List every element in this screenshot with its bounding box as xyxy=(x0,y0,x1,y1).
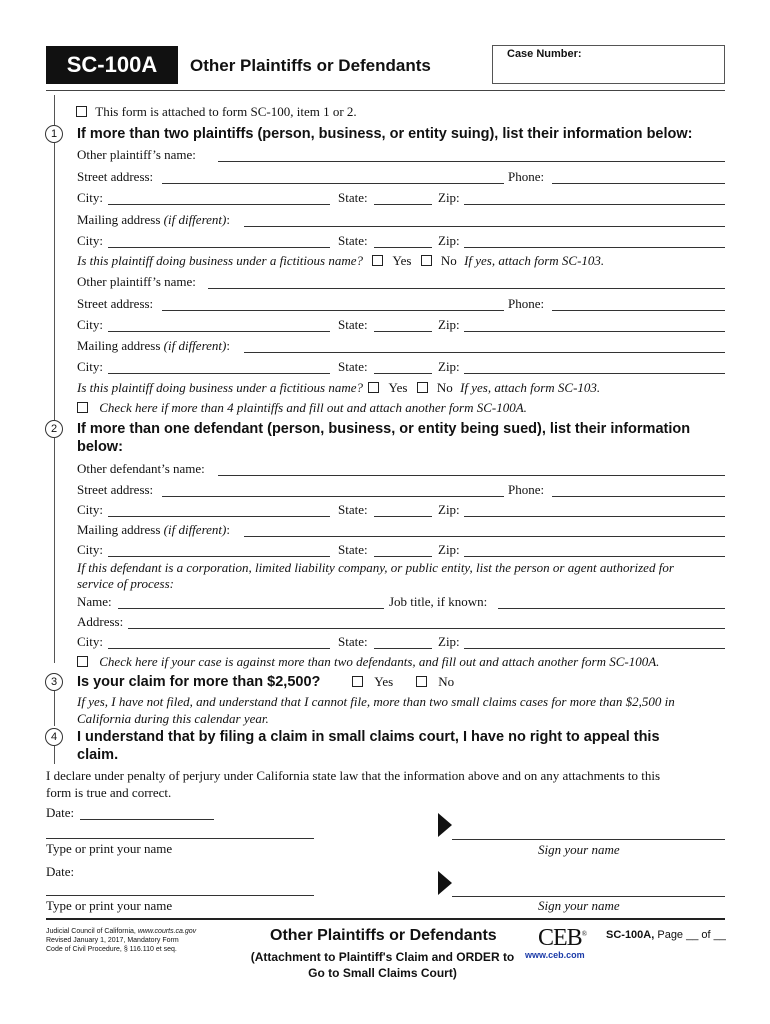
plaintiff1-state-field[interactable] xyxy=(374,204,432,205)
claim-yes-label: Yes xyxy=(374,674,394,689)
plaintiff2-state-field[interactable] xyxy=(374,331,432,332)
yes-label: Yes xyxy=(392,253,412,268)
colon-text: : xyxy=(226,212,230,227)
section3-rule xyxy=(54,691,55,726)
ceb-logo-text: CEB xyxy=(538,925,582,951)
more-plaintiffs-row xyxy=(77,400,527,415)
ceb-url: www.ceb.com xyxy=(525,950,585,960)
plaintiff2-mailing-label xyxy=(77,338,230,353)
defendant-mstate-label: State: xyxy=(338,542,368,557)
section2-heading-line1: If more than one defendant (person, business, or entity being sued), list their information xyxy=(77,421,691,437)
defendant-phone-field[interactable] xyxy=(552,496,725,497)
attached-checkbox[interactable] xyxy=(76,106,87,117)
agent-name-label: Name: xyxy=(77,594,112,609)
plaintiff1-mcity-field[interactable] xyxy=(108,247,330,248)
plaintiff2-mcity-label: City: xyxy=(77,359,104,374)
header-divider xyxy=(46,90,725,91)
plaintiff1-street-label: Street address: xyxy=(77,169,154,184)
if-different-text: (if different) xyxy=(163,212,227,227)
plaintiff1-zip-field[interactable] xyxy=(464,204,725,205)
defendant-zip-label: Zip: xyxy=(438,502,460,517)
fictitious-note: If yes, attach form SC-103. xyxy=(464,253,605,268)
plaintiff2-fictitious-no-checkbox[interactable] xyxy=(417,382,428,393)
plaintiff1-fictitious-yes-checkbox[interactable] xyxy=(372,255,383,266)
agent-job-title-field[interactable] xyxy=(498,608,725,609)
claim-no-label: No xyxy=(438,674,455,689)
plaintiff1-fictitious-no-checkbox[interactable] xyxy=(421,255,432,266)
defendant-phone-label: Phone: xyxy=(508,482,545,497)
fictitious-question: Is this plaintiff doing business under a fictitious name? xyxy=(77,380,363,395)
plaintiff1-mzip-field[interactable] xyxy=(464,247,725,248)
registered-mark: ® xyxy=(581,930,587,938)
agent-city-field[interactable] xyxy=(108,648,330,649)
claim-yes-checkbox[interactable] xyxy=(352,676,363,687)
case-number-label: Case Number: xyxy=(507,48,582,60)
claim-yes-row xyxy=(352,674,393,689)
agent-name-field[interactable] xyxy=(118,608,384,609)
if-different-text: (if different) xyxy=(163,522,227,537)
agent-state-label: State: xyxy=(338,634,368,649)
form-id-badge xyxy=(46,46,178,84)
date1-field[interactable] xyxy=(80,819,214,820)
defendant-mcity-label: City: xyxy=(77,542,104,557)
yes-label: Yes xyxy=(388,380,408,395)
if-different-text: (if different) xyxy=(163,338,227,353)
form-id: SC-100A xyxy=(66,52,158,77)
page-text: Page __ of __ xyxy=(657,929,726,941)
more-plaintiffs-note: Check here if more than 4 plaintiffs and fill out and attach another form SC-100A. xyxy=(99,400,527,415)
colon-text: : xyxy=(226,338,230,353)
section2-rule xyxy=(54,438,55,663)
more-defendants-note: Check here if your case is against more than two defendants, and fill out and attach another form SC-100A. xyxy=(99,654,660,669)
council-line xyxy=(46,927,196,936)
defendant-state-field[interactable] xyxy=(374,516,432,517)
case-number-field[interactable] xyxy=(492,45,725,84)
defendant-mailing-label xyxy=(77,522,230,537)
plaintiff2-name-field[interactable] xyxy=(208,288,725,289)
claim-no-checkbox[interactable] xyxy=(416,676,427,687)
signature1-label: Sign your name xyxy=(538,842,620,857)
section3-heading: Is your claim for more than $2,500? xyxy=(77,674,321,690)
footer-subtitle: (Attachment to Plaintiff's Claim and ORDER to Go to Small Claims Court) xyxy=(250,950,515,980)
defendant-mstate-field[interactable] xyxy=(374,556,432,557)
plaintiff1-zip-label: Zip: xyxy=(438,190,460,205)
defendant-mailing-field[interactable] xyxy=(244,536,725,537)
plaintiff2-mcity-field[interactable] xyxy=(108,373,330,374)
plaintiff1-mailing-label xyxy=(77,212,230,227)
plaintiff2-mstate-label: State: xyxy=(338,359,368,374)
plaintiff2-city-label: City: xyxy=(77,317,104,332)
plaintiff2-phone-label: Phone: xyxy=(508,296,545,311)
agent-zip-field[interactable] xyxy=(464,648,725,649)
date1-label: Date: xyxy=(46,805,75,820)
section2-number: 2 xyxy=(45,420,63,438)
colon-text: : xyxy=(226,522,230,537)
defendant-mcity-field[interactable] xyxy=(108,556,330,557)
date2-label: Date: xyxy=(46,864,75,879)
plaintiff2-mzip-label: Zip: xyxy=(438,359,460,374)
agent-city-label: City: xyxy=(77,634,104,649)
section4-number: 4 xyxy=(45,728,63,746)
plaintiff1-fictitious-row xyxy=(77,253,604,268)
attached-note-row xyxy=(76,104,357,119)
section1-rule xyxy=(54,143,55,421)
defendant-street-field[interactable] xyxy=(162,496,504,497)
plaintiff1-mailing-field[interactable] xyxy=(244,226,725,227)
corp-note-line2: service of process: xyxy=(77,576,174,591)
fictitious-note: If yes, attach form SC-103. xyxy=(460,380,601,395)
footer-divider xyxy=(46,918,725,920)
more-defendants-checkbox[interactable] xyxy=(77,656,88,667)
no-label: No xyxy=(440,253,457,268)
section4-rule xyxy=(54,746,55,764)
section1-rule-top xyxy=(54,95,55,125)
agent-zip-label: Zip: xyxy=(438,634,460,649)
plaintiff1-city-label: City: xyxy=(77,190,104,205)
plaintiff1-phone-field[interactable] xyxy=(552,183,725,184)
no-label: No xyxy=(436,380,453,395)
page-form-id: SC-100A, xyxy=(606,929,655,941)
agent-state-field[interactable] xyxy=(374,648,432,649)
plaintiff1-mstate-field[interactable] xyxy=(374,247,432,248)
plaintiff1-phone-label: Phone: xyxy=(508,169,545,184)
signature2-label: Sign your name xyxy=(538,898,620,913)
plaintiff2-mailing-field[interactable] xyxy=(244,352,725,353)
plaintiff2-mstate-field[interactable] xyxy=(374,373,432,374)
more-plaintiffs-checkbox[interactable] xyxy=(77,402,88,413)
plaintiff2-city-field[interactable] xyxy=(108,331,330,332)
page-number xyxy=(606,929,726,941)
section4-heading-line1: I understand that by filing a claim in small claims court, I have no right to appeal this xyxy=(77,729,660,745)
defendant-name-field[interactable] xyxy=(218,475,725,476)
more-defendants-row xyxy=(77,654,659,669)
section1-heading: If more than two plaintiffs (person, business, or entity suing), list their information below: xyxy=(77,126,693,142)
plaintiff2-zip-field[interactable] xyxy=(464,331,725,332)
defendant-mzip-field[interactable] xyxy=(464,556,725,557)
footer-legal xyxy=(46,927,196,954)
agent-address-field[interactable] xyxy=(128,628,725,629)
plaintiff1-name-label: Other plaintiff’s name: xyxy=(77,147,196,162)
agent-job-title-label: Job title, if known: xyxy=(389,594,488,609)
plaintiff1-mstate-label: State: xyxy=(338,233,368,248)
defendant-state-label: State: xyxy=(338,502,368,517)
print-name2-field[interactable] xyxy=(46,895,314,896)
fictitious-question: Is this plaintiff doing business under a fictitious name? xyxy=(77,253,363,268)
attached-note: This form is attached to form SC-100, item 1 or 2. xyxy=(95,104,357,119)
corp-note-line1: If this defendant is a corporation, limited liability company, or public entity, list the person or agent authorized for xyxy=(77,560,674,575)
defendant-mzip-label: Zip: xyxy=(438,542,460,557)
plaintiff2-mzip-field[interactable] xyxy=(464,373,725,374)
council-url: www.courts.ca.gov xyxy=(137,928,197,935)
revised-line: Revised January 1, 2017, Mandatory Form xyxy=(46,937,179,944)
section4-heading-line2: claim. xyxy=(77,747,119,763)
claim-note-line1: If yes, I have not filed, and understand that I cannot file, more than two small claims cases for more than $2,500 in xyxy=(77,694,675,709)
plaintiff1-mzip-label: Zip: xyxy=(438,233,460,248)
defendant-zip-field[interactable] xyxy=(464,516,725,517)
plaintiff2-fictitious-row xyxy=(77,380,600,395)
plaintiff1-city-field[interactable] xyxy=(108,204,330,205)
defendant-city-label: City: xyxy=(77,502,104,517)
section1-number: 1 xyxy=(45,125,63,143)
sign-here-arrow-icon xyxy=(438,813,452,837)
plaintiff1-mcity-label: City: xyxy=(77,233,104,248)
ceb-logo xyxy=(538,925,586,952)
section3-number: 3 xyxy=(45,673,63,691)
code-line: Code of Civil Procedure, § 116.110 et seq. xyxy=(46,946,177,953)
agent-address-label: Address: xyxy=(77,614,124,629)
signature1-field[interactable] xyxy=(452,839,725,840)
sign-here-arrow-icon xyxy=(438,871,452,895)
mailing-label-text: Mailing address xyxy=(77,212,161,227)
print-name1-field[interactable] xyxy=(46,838,314,839)
plaintiff2-phone-field[interactable] xyxy=(552,310,725,311)
plaintiff1-name-field[interactable] xyxy=(218,161,725,162)
defendant-street-label: Street address: xyxy=(77,482,154,497)
plaintiff2-name-label: Other plaintiff’s name: xyxy=(77,274,196,289)
claim-note-line2: California during this calendar year. xyxy=(77,711,269,726)
print-name2-label: Type or print your name xyxy=(46,898,173,913)
council-text: Judicial Council of California, xyxy=(46,928,138,935)
mailing-label-text: Mailing address xyxy=(77,522,161,537)
defendant-name-label: Other defendant’s name: xyxy=(77,461,205,476)
plaintiff2-zip-label: Zip: xyxy=(438,317,460,332)
defendant-city-field[interactable] xyxy=(108,516,330,517)
footer-title: Other Plaintiffs or Defendants xyxy=(270,927,497,944)
plaintiff2-street-label: Street address: xyxy=(77,296,154,311)
plaintiff2-state-label: State: xyxy=(338,317,368,332)
declaration-line2: form is true and correct. xyxy=(46,785,172,800)
plaintiff2-fictitious-yes-checkbox[interactable] xyxy=(368,382,379,393)
form-title: Other Plaintiffs or Defendants xyxy=(190,56,431,75)
plaintiff1-state-label: State: xyxy=(338,190,368,205)
declaration-line1: I declare under penalty of perjury under California state law that the information above and on any attachments to this xyxy=(46,768,661,783)
section2-heading-line2: below: xyxy=(77,439,123,455)
plaintiff1-street-field[interactable] xyxy=(162,183,504,184)
mailing-label-text: Mailing address xyxy=(77,338,161,353)
signature2-field[interactable] xyxy=(452,896,725,897)
print-name1-label: Type or print your name xyxy=(46,841,173,856)
plaintiff2-street-field[interactable] xyxy=(162,310,504,311)
claim-no-row xyxy=(416,674,454,689)
